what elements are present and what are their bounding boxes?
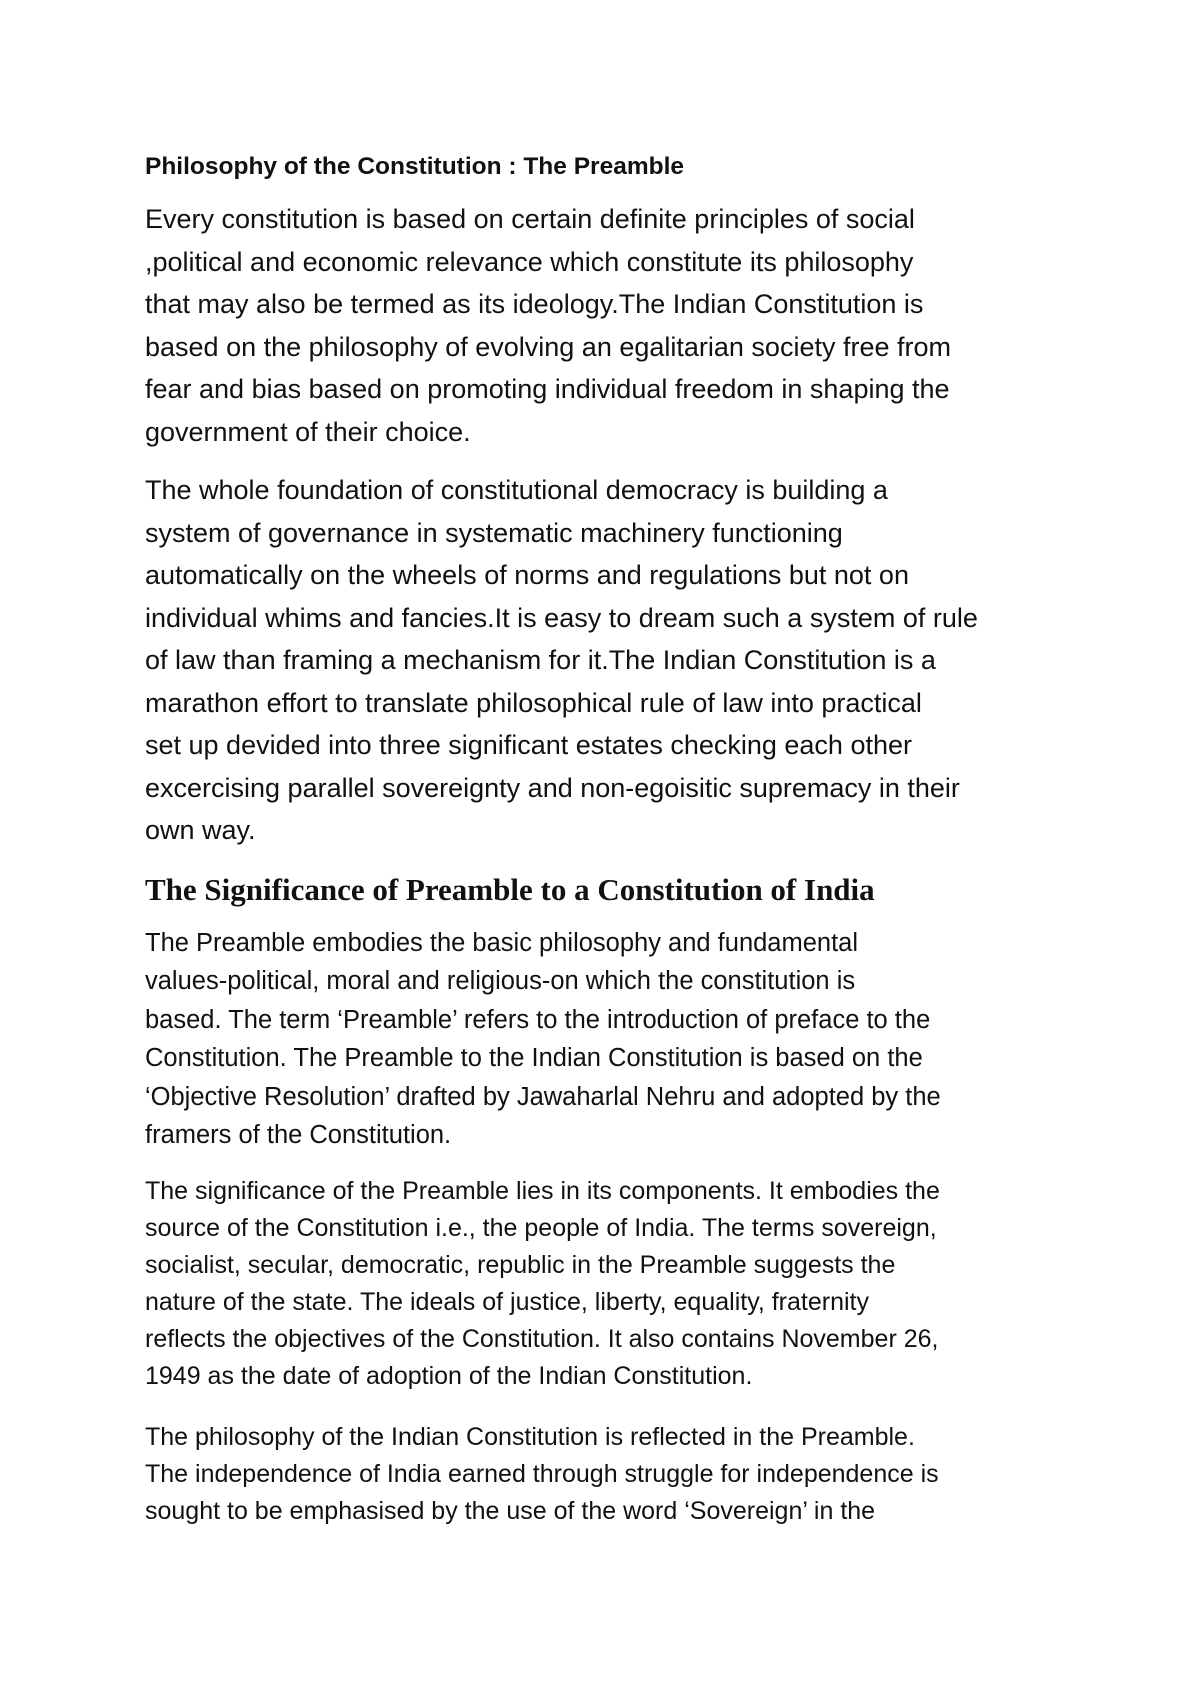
- intro-paragraph-2: [145, 469, 1075, 852]
- intro-paragraph-1: [145, 198, 1075, 453]
- text-line: reflects the objectives of the Constitution. It also contains November 26,: [145, 1324, 939, 1353]
- text-line: excercising parallel sovereignty and non-egoisitic supremacy in their: [145, 772, 960, 803]
- text-line: individual whims and fancies.It is easy to dream such a system of rule: [145, 602, 978, 633]
- text-line: 1949 as the date of adoption of the Indian Constitution.: [145, 1361, 753, 1390]
- text-line: automatically on the wheels of norms and regulations but not on: [145, 560, 909, 590]
- text-line: The Preamble embodies the basic philosophy and fundamental: [145, 928, 859, 957]
- text-line: socialist, secular, democratic, republic in the Preamble suggests the: [145, 1250, 896, 1279]
- text-line: system of governance in systematic machinery functioning: [145, 517, 843, 548]
- text-line: framers of the Constitution.: [145, 1121, 452, 1149]
- text-line: Constitution. The Preamble to the Indian Constitution is based on the: [145, 1044, 923, 1072]
- text-line: marathon effort to translate philosophical rule of law into practical: [145, 687, 922, 718]
- text-line: government of their choice.: [145, 416, 471, 447]
- text-line: sought to be emphasised by the use of the word ‘Sovereign’ in the: [145, 1496, 876, 1525]
- section-paragraph-3: [145, 1419, 1075, 1530]
- text-line: nature of the state. The ideals of justice, liberty, equality, fraternity: [145, 1287, 869, 1316]
- document-title: Philosophy of the Constitution : The Preamble: [145, 153, 685, 180]
- text-line: The independence of India earned through struggle for independence is: [145, 1459, 939, 1488]
- section-heading: The Significance of Preamble to a Constitution of India: [145, 871, 875, 907]
- text-line: source of the Constitution i.e., the people of India. The terms sovereign,: [145, 1213, 937, 1242]
- text-line: The whole foundation of constitutional democracy is building a: [145, 475, 888, 505]
- document-body: [145, 148, 1075, 1554]
- text-line: of law than framing a mechanism for it.The Indian Constitution is a: [145, 645, 936, 675]
- text-line: The significance of the Preamble lies in its components. It embodies the: [145, 1176, 940, 1205]
- text-line: fear and bias based on promoting individual freedom in shaping the: [145, 374, 950, 404]
- text-line: that may also be termed as its ideology.The Indian Constitution is: [145, 289, 924, 319]
- text-line: values-political, moral and religious-on which the constitution is: [145, 967, 856, 995]
- text-line: own way.: [145, 815, 256, 845]
- text-line: based on the philosophy of evolving an egalitarian society free from: [145, 331, 951, 362]
- section-paragraph-1: [145, 924, 1075, 1155]
- text-line: set up devided into three significant estates checking each other: [145, 730, 912, 760]
- text-line: Every constitution is based on certain definite principles of social: [145, 204, 915, 234]
- section-paragraph-2: [145, 1173, 1075, 1395]
- text-line: based. The term ‘Preamble’ refers to the introduction of preface to the: [145, 1005, 931, 1034]
- text-line: The philosophy of the Indian Constitution is reflected in the Preamble.: [145, 1422, 915, 1451]
- text-line: ‘Objective Resolution’ drafted by Jawaharlal Nehru and adopted by the: [145, 1082, 941, 1111]
- text-line: ,political and economic relevance which constitute its philosophy: [145, 246, 914, 277]
